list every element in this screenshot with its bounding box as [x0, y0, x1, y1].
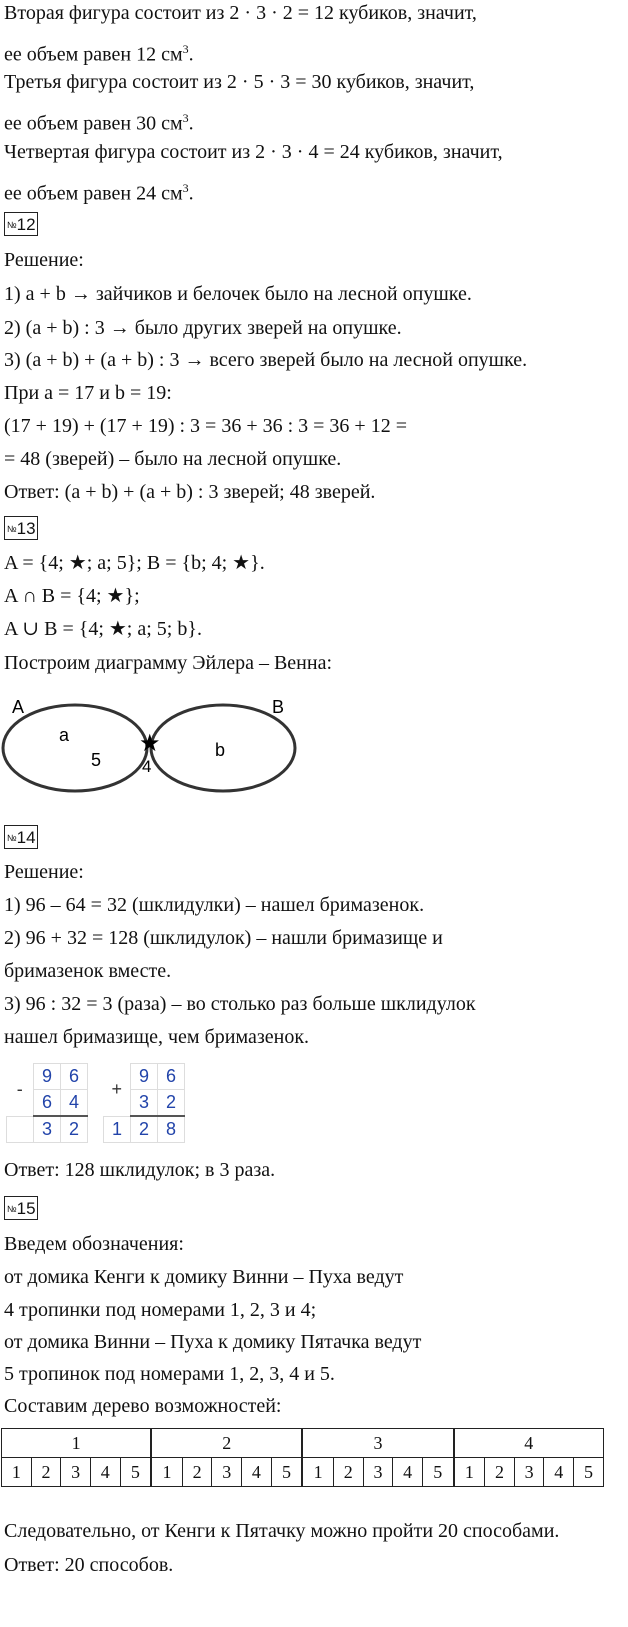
tree-sub-cell: 1: [302, 1458, 333, 1487]
answer-line: Ответ: (a + b) + (a + b) : 3 зверей; 48 зверей.: [4, 481, 376, 503]
tree-top-cell: 4: [454, 1429, 604, 1458]
set-a-ellipse: [3, 705, 147, 791]
star-icon: ★: [139, 730, 161, 757]
text-line: 3) 96 : 32 = 3 (раза) – во столько раз больше шклидулок: [4, 993, 476, 1015]
tree-sub-cell: 4: [393, 1458, 423, 1487]
text-line: A ∩ B = {4; ★};: [4, 585, 140, 607]
tree-sub-cell: 4: [242, 1458, 272, 1487]
tree-sub-cell: 2: [182, 1458, 212, 1487]
tree-sub-cell: 2: [333, 1458, 363, 1487]
tree-sub-cell: 4: [544, 1458, 574, 1487]
task-number-badge: №14: [4, 825, 38, 849]
text-line: 5 тропинок под номерами 1, 2, 3, 4 и 5.: [4, 1363, 335, 1385]
digit: 2: [61, 1116, 88, 1143]
text-line: Построим диаграмму Эйлера – Венна:: [4, 652, 333, 674]
text-line: от домика Винни – Пуха к домику Пятачка ведут: [4, 1331, 422, 1353]
text-line: ее объем равен 30 $см^3$.: [4, 111, 194, 135]
text-line: A ∪ B = {4; ★; a; 5; b}.: [4, 618, 202, 640]
text-line: 3) (a + b) + (a + b) : 3 → всего зверей было на лесной опушке.: [4, 349, 528, 371]
digit: 6: [61, 1064, 88, 1090]
set-b-item: b: [215, 740, 226, 760]
text-line: При a = 17 и b = 19:: [4, 382, 172, 404]
set-a-item: 5: [91, 750, 102, 770]
set-a-label: A: [12, 697, 25, 717]
text-line: 4 тропинки под номерами 1, 2, 3 и 4;: [4, 1299, 317, 1321]
text-line: Введем обозначения:: [4, 1233, 184, 1255]
tree-sub-cell: 5: [271, 1458, 302, 1487]
tree-sub-cell: 1: [2, 1458, 32, 1487]
answer-line: Ответ: 20 способов.: [4, 1554, 174, 1576]
text-line: Вторая фигура состоит из 2 · 3 · 2 = 12 кубиков, значит,: [4, 2, 477, 24]
tree-sub-cell: 3: [212, 1458, 242, 1487]
text-line: бримазенок вместе.: [4, 960, 172, 982]
text-line: от домика Кенги к домику Винни – Пуха ведут: [4, 1266, 404, 1288]
tree-sub-cell: 1: [454, 1458, 485, 1487]
text-line: Составим дерево возможностей:: [4, 1395, 282, 1417]
tree-sub-cell: 2: [485, 1458, 515, 1487]
text-line: 1) a + b → зайчиков и белочек было на лесной опушке.: [4, 283, 472, 305]
task-number-badge: №12: [4, 212, 38, 236]
text-line: Решение:: [4, 249, 84, 271]
digit: 2: [158, 1090, 185, 1117]
digit: 3: [34, 1116, 61, 1143]
tree-sub-cell: 2: [31, 1458, 61, 1487]
text-line: ее объем равен 24 $см^3$.: [4, 181, 194, 205]
text-line: 1) 96 – 64 = 32 (шклидулки) – нашел бримазенок.: [4, 894, 425, 916]
possibility-tree: [1, 1428, 604, 1487]
task-number-badge: №13: [4, 516, 38, 540]
text-line: 2) (a + b) : 3 → было других зверей на опушке.: [4, 317, 402, 339]
tree-top-cell: 3: [302, 1429, 453, 1458]
digit: 9: [34, 1064, 61, 1090]
task-number-badge: №15: [4, 1196, 38, 1220]
tree-sub-cell: 3: [363, 1458, 393, 1487]
text-line: Решение:: [4, 861, 84, 883]
tree-sub-cell: 5: [574, 1458, 604, 1487]
set-b-label: B: [272, 697, 285, 717]
tree-top-cell: 1: [2, 1429, 152, 1458]
text-line: Следовательно, от Кенги к Пятачку можно пройти 20 способами.: [4, 1520, 560, 1542]
subtraction-column: [6, 1063, 88, 1143]
minus-sign: -: [16, 1079, 23, 1099]
digit: 8: [158, 1116, 185, 1143]
tree-sub-cell: 5: [422, 1458, 453, 1487]
answer-line: Ответ: 128 шклидулок; в 3 раза.: [4, 1159, 276, 1181]
intersection-item: 4: [142, 757, 152, 776]
addition-column: [103, 1063, 185, 1143]
tree-sub-cell: 1: [151, 1458, 182, 1487]
digit: 6: [34, 1090, 61, 1117]
tree-sub-cell: 3: [514, 1458, 544, 1487]
text-line: 2) 96 + 32 = 128 (шклидулок) – нашли бримазище и: [4, 927, 443, 949]
text-line: Третья фигура состоит из 2 · 5 · 3 = 30 кубиков, значит,: [4, 71, 475, 93]
tree-sub-cell: 3: [61, 1458, 91, 1487]
tree-sub-cell: 5: [120, 1458, 151, 1487]
text-line: Четвертая фигура состоит из 2 · 3 · 4 = 24 кубиков, значит,: [4, 141, 503, 163]
digit: [7, 1116, 34, 1143]
text-line: нашел бримазище, чем бримазенок.: [4, 1026, 310, 1048]
text-line: ее объем равен 12 $см^3$.: [4, 42, 194, 66]
text-line: (17 + 19) + (17 + 19) : 3 = 36 + 36 : 3 = 36 + 12 =: [4, 415, 407, 437]
text-line: = 48 (зверей) – было на лесной опушке.: [4, 448, 342, 470]
digit: 6: [158, 1064, 185, 1090]
tree-sub-cell: 4: [90, 1458, 120, 1487]
digit: 2: [131, 1116, 158, 1143]
set-a-item: a: [59, 725, 70, 745]
plus-sign: +: [111, 1079, 122, 1099]
venn-diagram: [0, 685, 320, 795]
digit: 4: [61, 1090, 88, 1117]
tree-top-cell: 2: [151, 1429, 302, 1458]
digit: 1: [104, 1116, 131, 1143]
digit: 9: [131, 1064, 158, 1090]
digit: 3: [131, 1090, 158, 1117]
text-line: A = {4; ★; a; 5}; B = {b; 4; ★}.: [4, 552, 265, 574]
